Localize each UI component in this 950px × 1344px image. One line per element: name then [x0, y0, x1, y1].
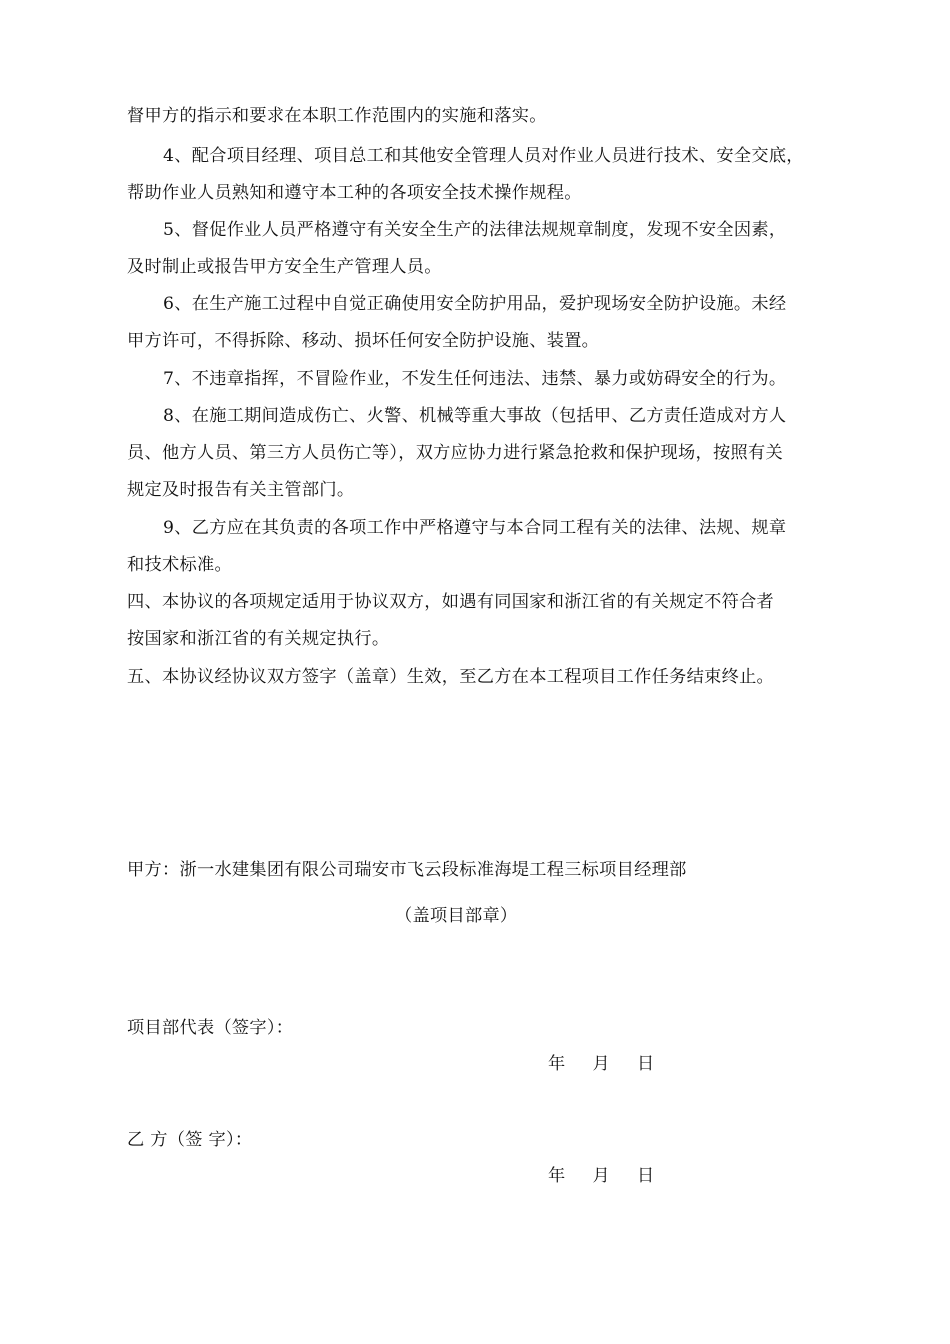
clause-3-continuation: 督甲方的指示和要求在本职工作范围内的实施和落实。 — [127, 106, 547, 126]
section-4-line-1: 四、本协议的各项规定适用于协议双方，如遇有同国家和浙江省的有关规定不符合者 — [127, 592, 775, 612]
stamp-note: （盖项目部章） — [395, 906, 518, 926]
party-b-signature-label: 乙 方（签 字）： — [127, 1130, 253, 1150]
clause-6-line-2: 甲方许可，不得拆除、移动、损坏任何安全防护设施、装置。 — [127, 331, 600, 351]
clause-4-line-1: 4、配合项目经理、项目总工和其他安全管理人员对作业人员进行技术、安全交底， — [163, 146, 804, 166]
clause-8-line-3: 规定及时报告有关主管部门。 — [127, 480, 355, 500]
clause-9-line-2: 和技术标准。 — [127, 555, 232, 575]
clause-8-line-1: 8、在施工期间造成伤亡、火警、机械等重大事故（包括甲、乙方责任造成对方人 — [163, 406, 787, 426]
clause-7-line-1: 7、不违章指挥，不冒险作业，不发生任何违法、违禁、暴力或妨碍安全的行为。 — [163, 369, 787, 389]
clause-9-line-1: 9、乙方应在其负责的各项工作中严格遵守与本合同工程有关的法律、法规、规章 — [163, 518, 787, 538]
clause-5-line-1: 5、督促作业人员严格遵守有关安全生产的法律法规规章制度，发现不安全因素， — [163, 220, 787, 240]
section-4-line-2: 按国家和浙江省的有关规定执行。 — [127, 629, 390, 649]
project-rep-signature-label: 项目部代表（签字）： — [127, 1018, 294, 1038]
clause-8-line-2: 员、他方人员、第三方人员伤亡等），双方应协力进行紧急抢救和保护现场，按照有关 — [127, 443, 783, 463]
clause-4-line-2: 帮助作业人员熟知和遵守本工种的各项安全技术操作规程。 — [127, 183, 582, 203]
date-line-party-a: 年 月 日 — [548, 1054, 655, 1074]
clause-6-line-1: 6、在生产施工过程中自觉正确使用安全防护用品，爱护现场安全防护设施。未经 — [163, 294, 787, 314]
party-a-name: 甲方：浙一水建集团有限公司瑞安市飞云段标准海堤工程三标项目经理部 — [127, 860, 687, 880]
section-5-line-1: 五、本协议经协议双方签字（盖章）生效，至乙方在本工程项目工作任务结束终止。 — [127, 667, 775, 687]
clause-5-line-2: 及时制止或报告甲方安全生产管理人员。 — [127, 257, 442, 277]
date-line-party-b: 年 月 日 — [548, 1166, 655, 1186]
